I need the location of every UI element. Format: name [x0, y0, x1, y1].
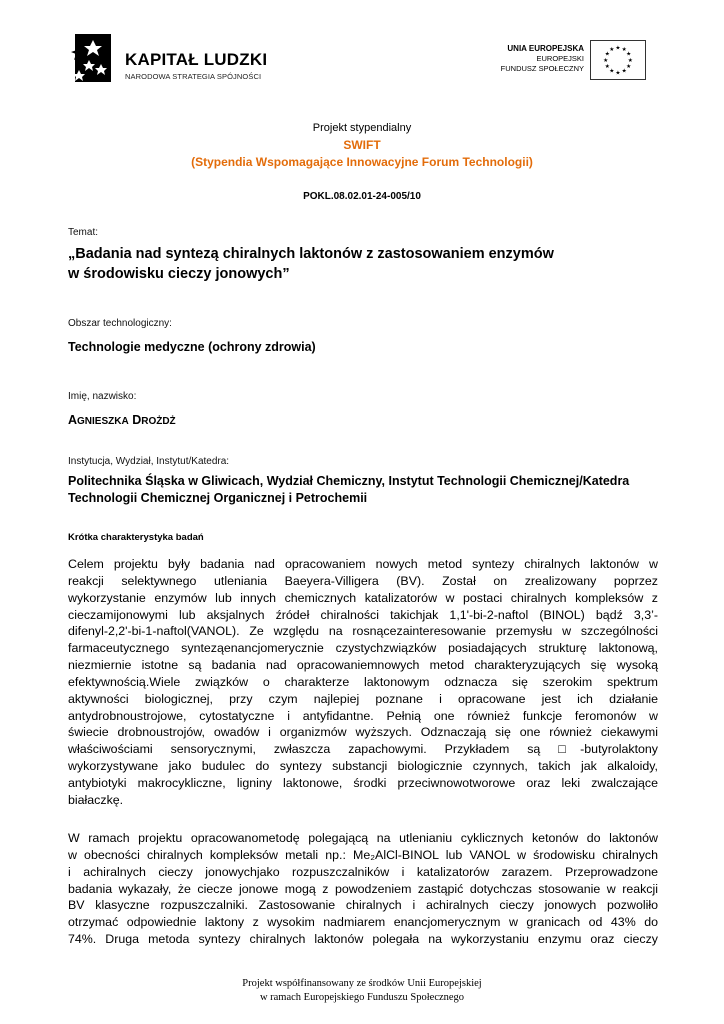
- topic-line1: „Badania nad syntezą chiralnych laktonów z zastosowaniem enzymów: [68, 246, 554, 262]
- paragraph-line: reakcji selektywnego utleniania Baeyera-Villigera (BV). Został on zrealizowany poprzez: [68, 573, 658, 588]
- project-code: POKL.08.02.01-24-005/10: [303, 191, 421, 202]
- svg-text:★: ★: [609, 68, 615, 75]
- topic-label: Temat:: [68, 227, 99, 238]
- kapital-ludzki-title: KAPITAŁ LUDZKI: [125, 50, 268, 69]
- institution-value: [68, 473, 658, 507]
- last-rest: ROŻDŻ: [141, 416, 176, 427]
- footer-line1: Projekt współfinansowany ze środków Unii Europejskiej: [242, 978, 482, 989]
- name-label: Imię, nazwisko:: [68, 391, 137, 402]
- eu-line3: FUNDUSZ SPOŁECZNY: [500, 64, 584, 73]
- description-paragraph-2: [68, 830, 658, 948]
- paragraph-line: badania wykazały, że ciecze jonowe mogą z powodzeniem zastąpić dotychczas stosowanie w reakcji: [68, 881, 658, 896]
- paragraph-line: cieczamijonowymi lub aksjalnych źródeł chiralności takichjak 1,1'-bi-2-naftol (BINOL) bądź 3,3’-: [68, 607, 658, 622]
- eu-logo: [472, 36, 654, 88]
- paragraph-line: w obecności chiralnych kompleksów metali np.: Me₂AlCl-BINOL lub VANOL w środowisku chiralnych: [68, 847, 658, 862]
- area-label: Obszar technologiczny:: [68, 318, 172, 329]
- last-initial: D: [132, 413, 142, 427]
- svg-text:★: ★: [603, 57, 609, 64]
- kapital-ludzki-subtitle: NARODOWA STRATEGIA SPÓJNOŚCI: [125, 72, 262, 81]
- svg-text:★: ★: [604, 64, 610, 71]
- paragraph-line: wykorzystywane jako budulec do syntezy substancji biologicznie czynnych, takich jak alkaloidy,: [68, 759, 658, 774]
- project-full-name: (Stypendia Wspomagające Innowacyjne Forum Technologii): [191, 155, 533, 169]
- paragraph-line: BV klasyczne rozpuszczalniki. Zastosowanie chiralnych i achiralnych cieczy jonowych pozwoliło: [68, 898, 658, 913]
- institution-label: Instytucja, Wydział, Instytut/Katedra:: [68, 456, 230, 467]
- eu-logo-text: [501, 44, 584, 74]
- eu-line2: EUROPEJSKI: [536, 54, 584, 63]
- project-name: SWIFT: [343, 138, 381, 152]
- project-label: Projekt stypendialny: [312, 122, 412, 134]
- svg-text:★: ★: [627, 57, 633, 64]
- footer: [0, 977, 724, 1005]
- kapital-ludzki-logo: [67, 30, 277, 90]
- paragraph-line: antydrobnoustrojowe, cytostatyczne i antyfidantne. Pełnią one również funkcje feromonów w: [68, 708, 658, 723]
- person-name: [68, 413, 658, 427]
- first-rest: GNIESZKA: [77, 416, 129, 427]
- paragraph-line: i achiralnych cieczy jonowychjako rozpuszczalników i katalizatorów zarazem. Przeprowadzone: [68, 864, 658, 879]
- topic-title: [68, 244, 658, 284]
- paragraph-line: Celem projektu były badania nad opracowaniem nowych metod syntezy chiralnych laktonów w: [68, 557, 658, 571]
- paragraph-line: difenyl-2,2'-bi-1-naftol(VANOL). Ze względu na rosnącezainteresowanie przemysłu w szczególności: [68, 624, 658, 639]
- paragraph-line: 74%. Druga metoda syntezy chiralnych laktonów polegała na wykorzystaniu enzymu oraz cieczy: [68, 932, 658, 947]
- svg-text:★: ★: [626, 51, 632, 58]
- svg-text:★: ★: [621, 47, 627, 54]
- paragraph-line: farmaceutycznego synteząenancjomerycznie czystychzwiązków posiadających strukturę laktonową,: [68, 641, 658, 656]
- kapital-ludzki-star-icon: [67, 30, 113, 86]
- paragraph-line: W ramach projektu opracowanometodę polegającą na utlenianiu cyklicznych ketonów do laktonów: [68, 831, 658, 845]
- area-value: Technologie medyczne (ochrony zdrowia): [68, 340, 316, 354]
- description-paragraph-1: [68, 556, 658, 809]
- paragraph-line: świecie drobnoustrojów, owadów i organizmów wyższych. Odznaczają się one również ciekawymi: [68, 725, 658, 740]
- eu-line1: UNIA EUROPEJSKA: [507, 44, 584, 53]
- description-label: Krótka charakterystyka badań: [68, 532, 204, 543]
- svg-text:★: ★: [615, 45, 621, 52]
- institution-line2: Technologii Chemicznej Organicznej i Petrochemii: [68, 491, 368, 505]
- svg-text:★: ★: [615, 70, 621, 77]
- topic-line2: w środowisku cieczy jonowych”: [68, 266, 290, 282]
- footer-line2: w ramach Europejskiego Funduszu Społecznego: [259, 992, 465, 1003]
- paragraph-line: niezmiernie istotne są badania nad opracowaniemnowych metod charakteryzujących się wysoką: [68, 658, 658, 673]
- paragraph-line: właściwościami sensorycznymi, zwłaszcza zapachowymi. Przykładem są □-butyrolaktony: [68, 742, 658, 757]
- svg-text:★: ★: [621, 68, 627, 75]
- svg-text:★: ★: [626, 64, 632, 71]
- institution-line1: Politechnika Śląska w Gliwicach, Wydział Chemiczny, Instytut Technologii Chemicznej/Katedra: [68, 474, 630, 488]
- paragraph-line: aktywności biologicznej, przy czym najlepiej poznane i opracowane jest ich działanie: [68, 691, 658, 706]
- svg-text:★: ★: [609, 47, 615, 54]
- paragraph-line: wykorzystanie enzymów lub innych chemicznych katalizatorów w postaci chiralnych kompleksów z: [68, 590, 658, 605]
- paragraph-line: białaczkę.: [68, 792, 124, 807]
- first-initial: A: [68, 413, 78, 427]
- paragraph-line: otrzymać odpowiednie laktony z wysokim nadmiarem enancjomerycznym w granicach od 43% do: [68, 915, 658, 930]
- svg-text:★: ★: [604, 51, 610, 58]
- paragraph-line: efektywnością.Wiele związków o charakterze laktonowym odznacza się szerokim spektrum: [68, 674, 658, 689]
- eu-flag-icon: [590, 40, 646, 80]
- paragraph-line: antybiotyki makrocykliczne, ligniny laktonowe, środki przeciwnowotworowe oraz leki zwalczające: [68, 775, 658, 790]
